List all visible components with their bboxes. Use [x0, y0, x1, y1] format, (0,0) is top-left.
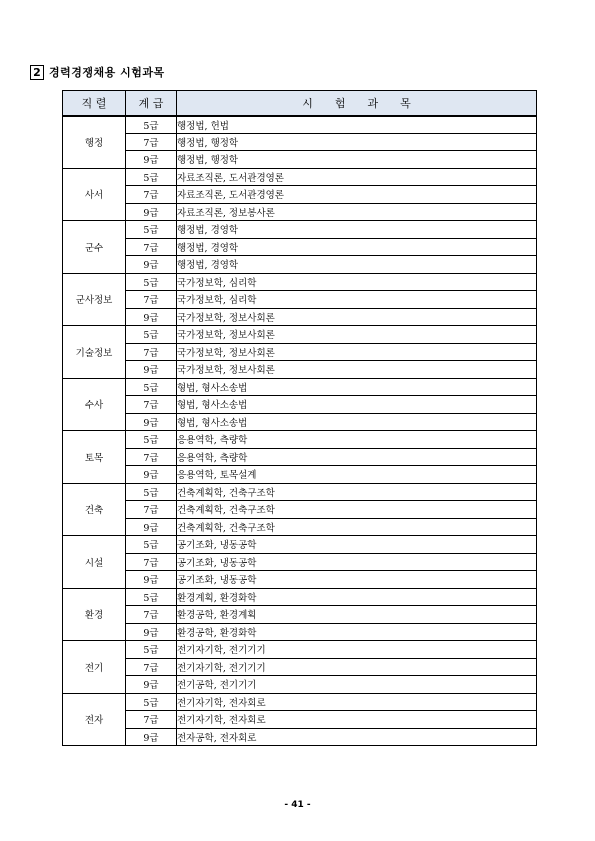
subjects-cell: 공기조화, 냉동공학 — [177, 553, 537, 571]
subjects-cell: 응용역학, 측량학 — [177, 431, 537, 449]
grade-cell: 5급 — [126, 536, 177, 554]
subjects-cell: 국가정보학, 정보사회론 — [177, 361, 537, 379]
grade-cell: 7급 — [126, 291, 177, 309]
subjects-cell: 국가정보학, 정보사회론 — [177, 326, 537, 344]
header-grade: 계 급 — [126, 91, 177, 116]
subjects-cell: 전기자기학, 전기기기 — [177, 641, 537, 659]
table-row — [63, 361, 537, 379]
grade-cell: 7급 — [126, 133, 177, 151]
grade-cell: 5급 — [126, 378, 177, 396]
grade-cell: 9급 — [126, 676, 177, 694]
table-row — [63, 151, 537, 169]
position-cell: 행정 — [63, 116, 126, 169]
section-title: 경력경쟁채용 시험과목 — [49, 66, 165, 79]
table-row — [63, 291, 537, 309]
grade-cell: 5급 — [126, 273, 177, 291]
subjects-cell: 환경공학, 환경화학 — [177, 623, 537, 641]
subjects-cell: 공기조화, 냉동공학 — [177, 536, 537, 554]
table-row — [63, 203, 537, 221]
page-number: - 41 - — [284, 800, 311, 810]
table-row — [63, 396, 537, 414]
subjects-cell: 행정법, 경영학 — [177, 221, 537, 239]
grade-cell: 5급 — [126, 221, 177, 239]
subjects-cell: 행정법, 헌법 — [177, 116, 537, 134]
grade-cell: 7급 — [126, 396, 177, 414]
subjects-cell: 행정법, 경영학 — [177, 238, 537, 256]
subjects-cell: 행정법, 행정학 — [177, 133, 537, 151]
position-cell: 기술정보 — [63, 326, 126, 379]
position-cell: 군사정보 — [63, 273, 126, 326]
section-heading — [30, 63, 165, 81]
grade-cell: 7급 — [126, 238, 177, 256]
grade-cell: 7급 — [126, 658, 177, 676]
table-row — [63, 326, 537, 344]
grade-cell: 9급 — [126, 308, 177, 326]
table-row — [63, 168, 537, 186]
subjects-cell: 행정법, 행정학 — [177, 151, 537, 169]
table-row — [63, 116, 537, 134]
subjects-cell: 자료조직론, 도서관경영론 — [177, 186, 537, 204]
table-row — [63, 378, 537, 396]
subjects-cell: 형법, 형사소송법 — [177, 396, 537, 414]
position-cell: 환경 — [63, 588, 126, 641]
subjects-cell: 건축계획학, 건축구조학 — [177, 501, 537, 519]
table-row — [63, 501, 537, 519]
grade-cell: 9급 — [126, 728, 177, 746]
subjects-cell: 형법, 형사소송법 — [177, 378, 537, 396]
subjects-cell: 건축계획학, 건축구조학 — [177, 518, 537, 536]
grade-cell: 5급 — [126, 588, 177, 606]
subjects-cell: 전기자기학, 전기기기 — [177, 658, 537, 676]
grade-cell: 5급 — [126, 116, 177, 134]
table-row — [63, 133, 537, 151]
subjects-cell: 전자공학, 전자회로 — [177, 728, 537, 746]
subjects-cell: 국가정보학, 심리학 — [177, 273, 537, 291]
table-row — [63, 571, 537, 589]
subjects-cell: 응용역학, 토목설계 — [177, 466, 537, 484]
grade-cell: 5급 — [126, 641, 177, 659]
grade-cell: 5급 — [126, 168, 177, 186]
table-row — [63, 658, 537, 676]
table-row — [63, 553, 537, 571]
grade-cell: 9급 — [126, 361, 177, 379]
position-cell: 시설 — [63, 536, 126, 589]
subjects-cell: 전기자기학, 전자회로 — [177, 711, 537, 729]
subjects-cell: 공기조화, 냉동공학 — [177, 571, 537, 589]
table-row — [63, 413, 537, 431]
table-row — [63, 431, 537, 449]
position-cell: 토목 — [63, 431, 126, 484]
subjects-cell: 환경공학, 환경계획 — [177, 606, 537, 624]
position-cell: 군수 — [63, 221, 126, 274]
table-row — [63, 308, 537, 326]
grade-cell: 9급 — [126, 203, 177, 221]
grade-cell: 9급 — [126, 466, 177, 484]
grade-cell: 9급 — [126, 256, 177, 274]
table-row — [63, 728, 537, 746]
subjects-cell: 자료조직론, 도서관경영론 — [177, 168, 537, 186]
subjects-cell: 전기자기학, 전자회로 — [177, 693, 537, 711]
table-row — [63, 693, 537, 711]
subjects-cell: 전기공학, 전기기기 — [177, 676, 537, 694]
table-row — [63, 238, 537, 256]
grade-cell: 9급 — [126, 518, 177, 536]
subjects-cell: 자료조직론, 정보봉사론 — [177, 203, 537, 221]
table-row — [63, 221, 537, 239]
grade-cell: 7급 — [126, 553, 177, 571]
grade-cell: 7급 — [126, 186, 177, 204]
table-row — [63, 256, 537, 274]
position-cell: 전기 — [63, 641, 126, 694]
position-cell: 전자 — [63, 693, 126, 746]
exam-subjects-table — [62, 90, 537, 746]
table-row — [63, 588, 537, 606]
position-cell: 건축 — [63, 483, 126, 536]
table-row — [63, 711, 537, 729]
grade-cell: 7급 — [126, 448, 177, 466]
subjects-cell: 응용역학, 측량학 — [177, 448, 537, 466]
grade-cell: 9급 — [126, 623, 177, 641]
subjects-cell: 국가정보학, 정보사회론 — [177, 343, 537, 361]
grade-cell: 9급 — [126, 151, 177, 169]
grade-cell: 9급 — [126, 571, 177, 589]
table-row — [63, 466, 537, 484]
subjects-cell: 행정법, 경영학 — [177, 256, 537, 274]
subjects-cell: 국가정보학, 심리학 — [177, 291, 537, 309]
header-position: 직 렬 — [63, 91, 126, 116]
table-row — [63, 536, 537, 554]
table-row — [63, 606, 537, 624]
subjects-cell: 형법, 형사소송법 — [177, 413, 537, 431]
subjects-cell: 환경계획, 환경화학 — [177, 588, 537, 606]
grade-cell: 5급 — [126, 693, 177, 711]
grade-cell: 9급 — [126, 413, 177, 431]
table-row — [63, 343, 537, 361]
grade-cell: 5급 — [126, 483, 177, 501]
subjects-cell: 건축계획학, 건축구조학 — [177, 483, 537, 501]
table-row — [63, 518, 537, 536]
table-row — [63, 676, 537, 694]
table-body — [63, 116, 537, 746]
table-row — [63, 448, 537, 466]
grade-cell: 5급 — [126, 326, 177, 344]
table-row — [63, 186, 537, 204]
position-cell: 사서 — [63, 168, 126, 221]
section-number-box: 2 — [30, 65, 44, 80]
grade-cell: 7급 — [126, 711, 177, 729]
position-cell: 수사 — [63, 378, 126, 431]
grade-cell: 7급 — [126, 343, 177, 361]
header-subjects: 시 험 과 목 — [177, 91, 537, 116]
grade-cell: 7급 — [126, 501, 177, 519]
table-row — [63, 623, 537, 641]
grade-cell: 5급 — [126, 431, 177, 449]
table-row — [63, 641, 537, 659]
subjects-cell: 국가정보학, 정보사회론 — [177, 308, 537, 326]
table-row — [63, 273, 537, 291]
table-header-row — [63, 91, 537, 116]
table-row — [63, 483, 537, 501]
grade-cell: 7급 — [126, 606, 177, 624]
